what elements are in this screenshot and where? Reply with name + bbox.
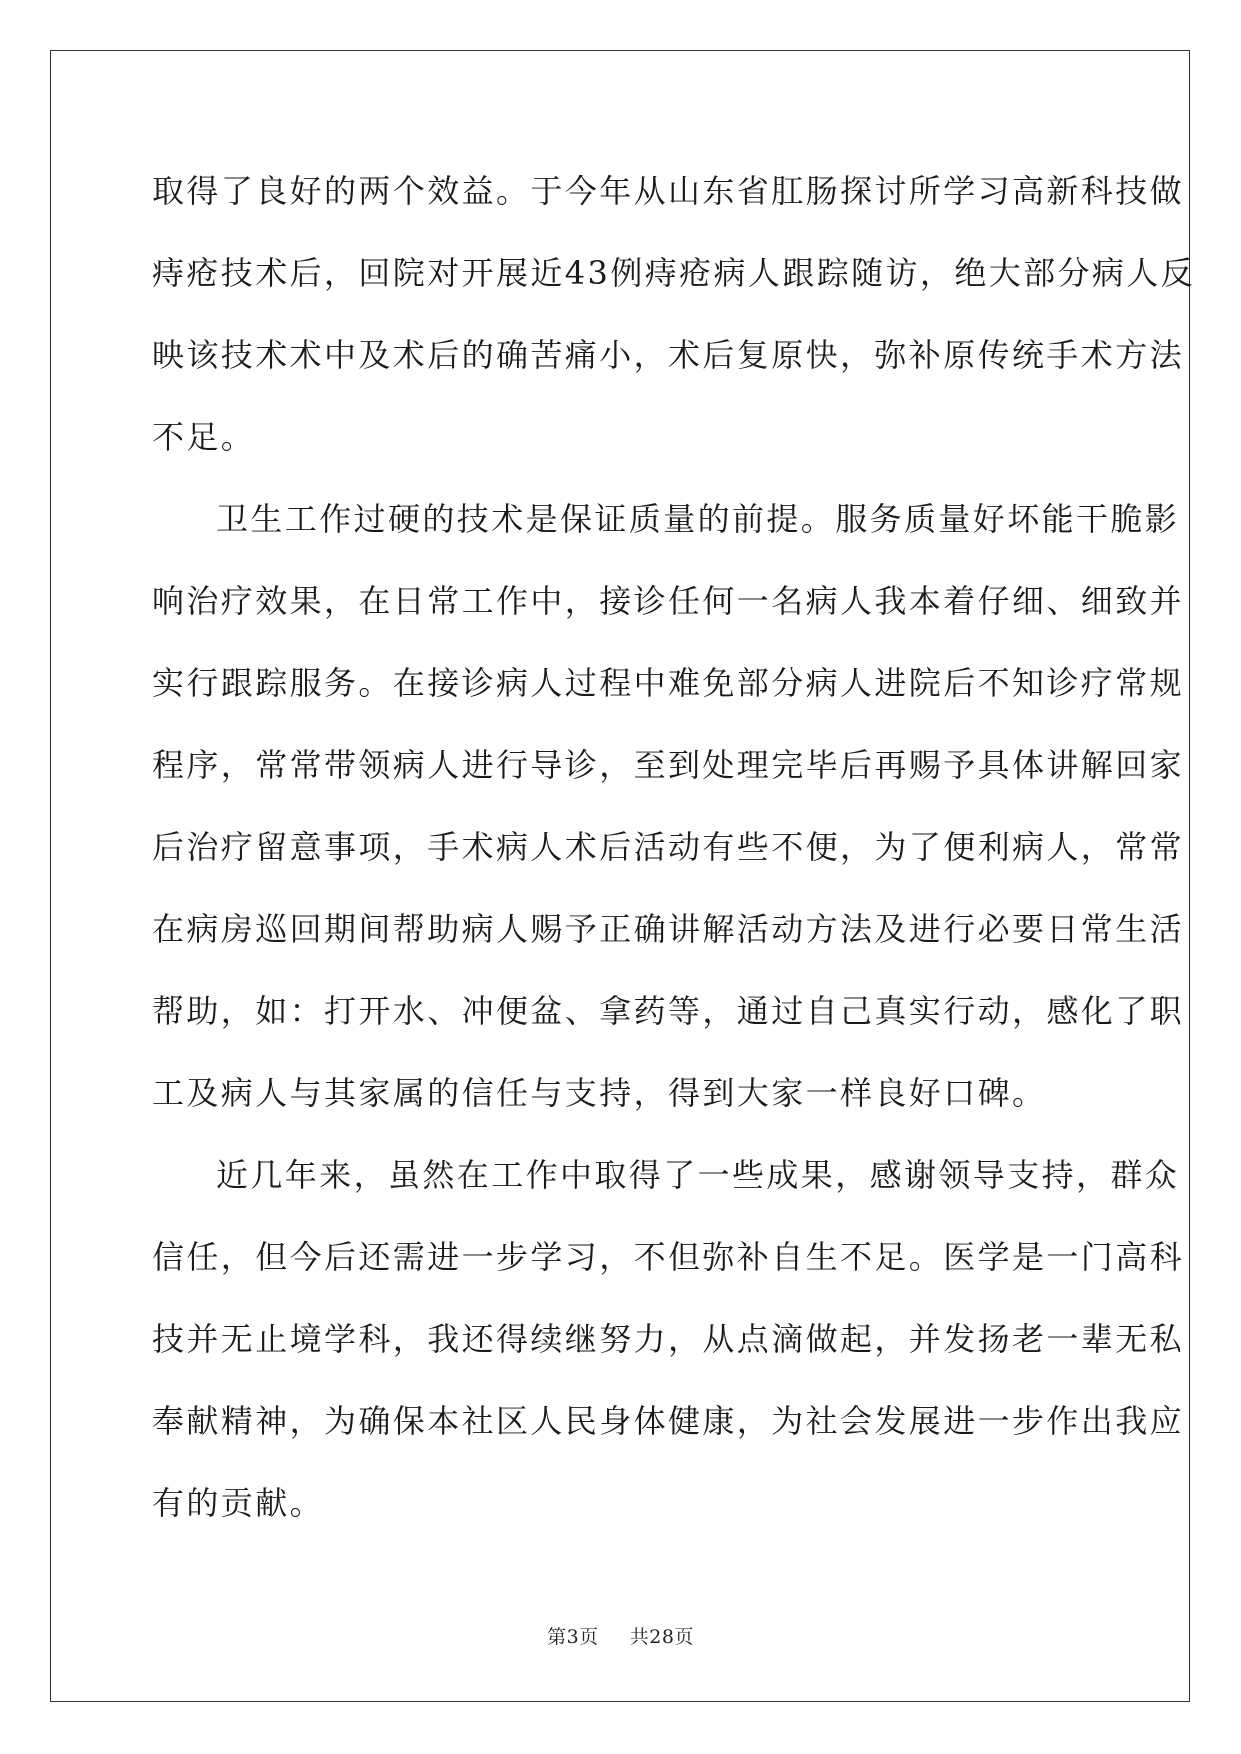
body-line: 奉献精神，为确保本社区人民身体健康，为社会发展进一步作出我应 — [152, 1402, 1185, 1440]
body-line: 后治疗留意事项，手术病人术后活动有些不便，为了便利病人，常常 — [152, 828, 1185, 866]
page-number: 第3页 — [547, 1626, 599, 1648]
body-line: 帮助，如：打开水、冲便盆、拿药等，通过自己真实行动，感化了职 — [152, 992, 1185, 1030]
body-line: 在病房巡回期间帮助病人赐予正确讲解活动方法及进行必要日常生活 — [152, 910, 1185, 948]
page-footer — [0, 1622, 1241, 1649]
body-line: 实行跟踪服务。在接诊病人过程中难免部分病人进院后不知诊疗常规 — [152, 664, 1185, 702]
body-line: 信任，但今后还需进一步学习，不但弥补自生不足。医学是一门高科 — [152, 1238, 1185, 1276]
body-line: 取得了良好的两个效益。于今年从山东省肛肠探讨所学习高新科技做 — [152, 172, 1185, 210]
body-line: 技并无止境学科，我还得续继努力，从点滴做起，并发扬老一辈无私 — [152, 1320, 1185, 1358]
body-line: 程序，常常带领病人进行导诊，至到处理完毕后再赐予具体讲解回家 — [152, 746, 1185, 784]
body-line: 不足。 — [152, 418, 256, 456]
body-line: 痔疮技术后，回院对开展近43例痔疮病人跟踪随访，绝大部分病人反 — [152, 254, 1196, 292]
paragraph-start-line: 卫生工作过硬的技术是保证质量的前提。服务质量好坏能干脆影 — [216, 500, 1180, 538]
paragraph-start-line: 近几年来，虽然在工作中取得了一些成果，感谢领导支持，群众 — [216, 1156, 1180, 1194]
page-total: 共28页 — [629, 1626, 694, 1648]
body-line: 工及病人与其家属的信任与支持，得到大家一样良好口碑。 — [152, 1074, 1047, 1112]
document-body — [152, 150, 1196, 1544]
body-line: 有的贡献。 — [152, 1484, 325, 1522]
body-line: 响治疗效果，在日常工作中，接诊任何一名病人我本着仔细、细致并 — [152, 582, 1185, 620]
body-line: 映该技术术中及术后的确苦痛小，术后复原快，弥补原传统手术方法 — [152, 336, 1185, 374]
